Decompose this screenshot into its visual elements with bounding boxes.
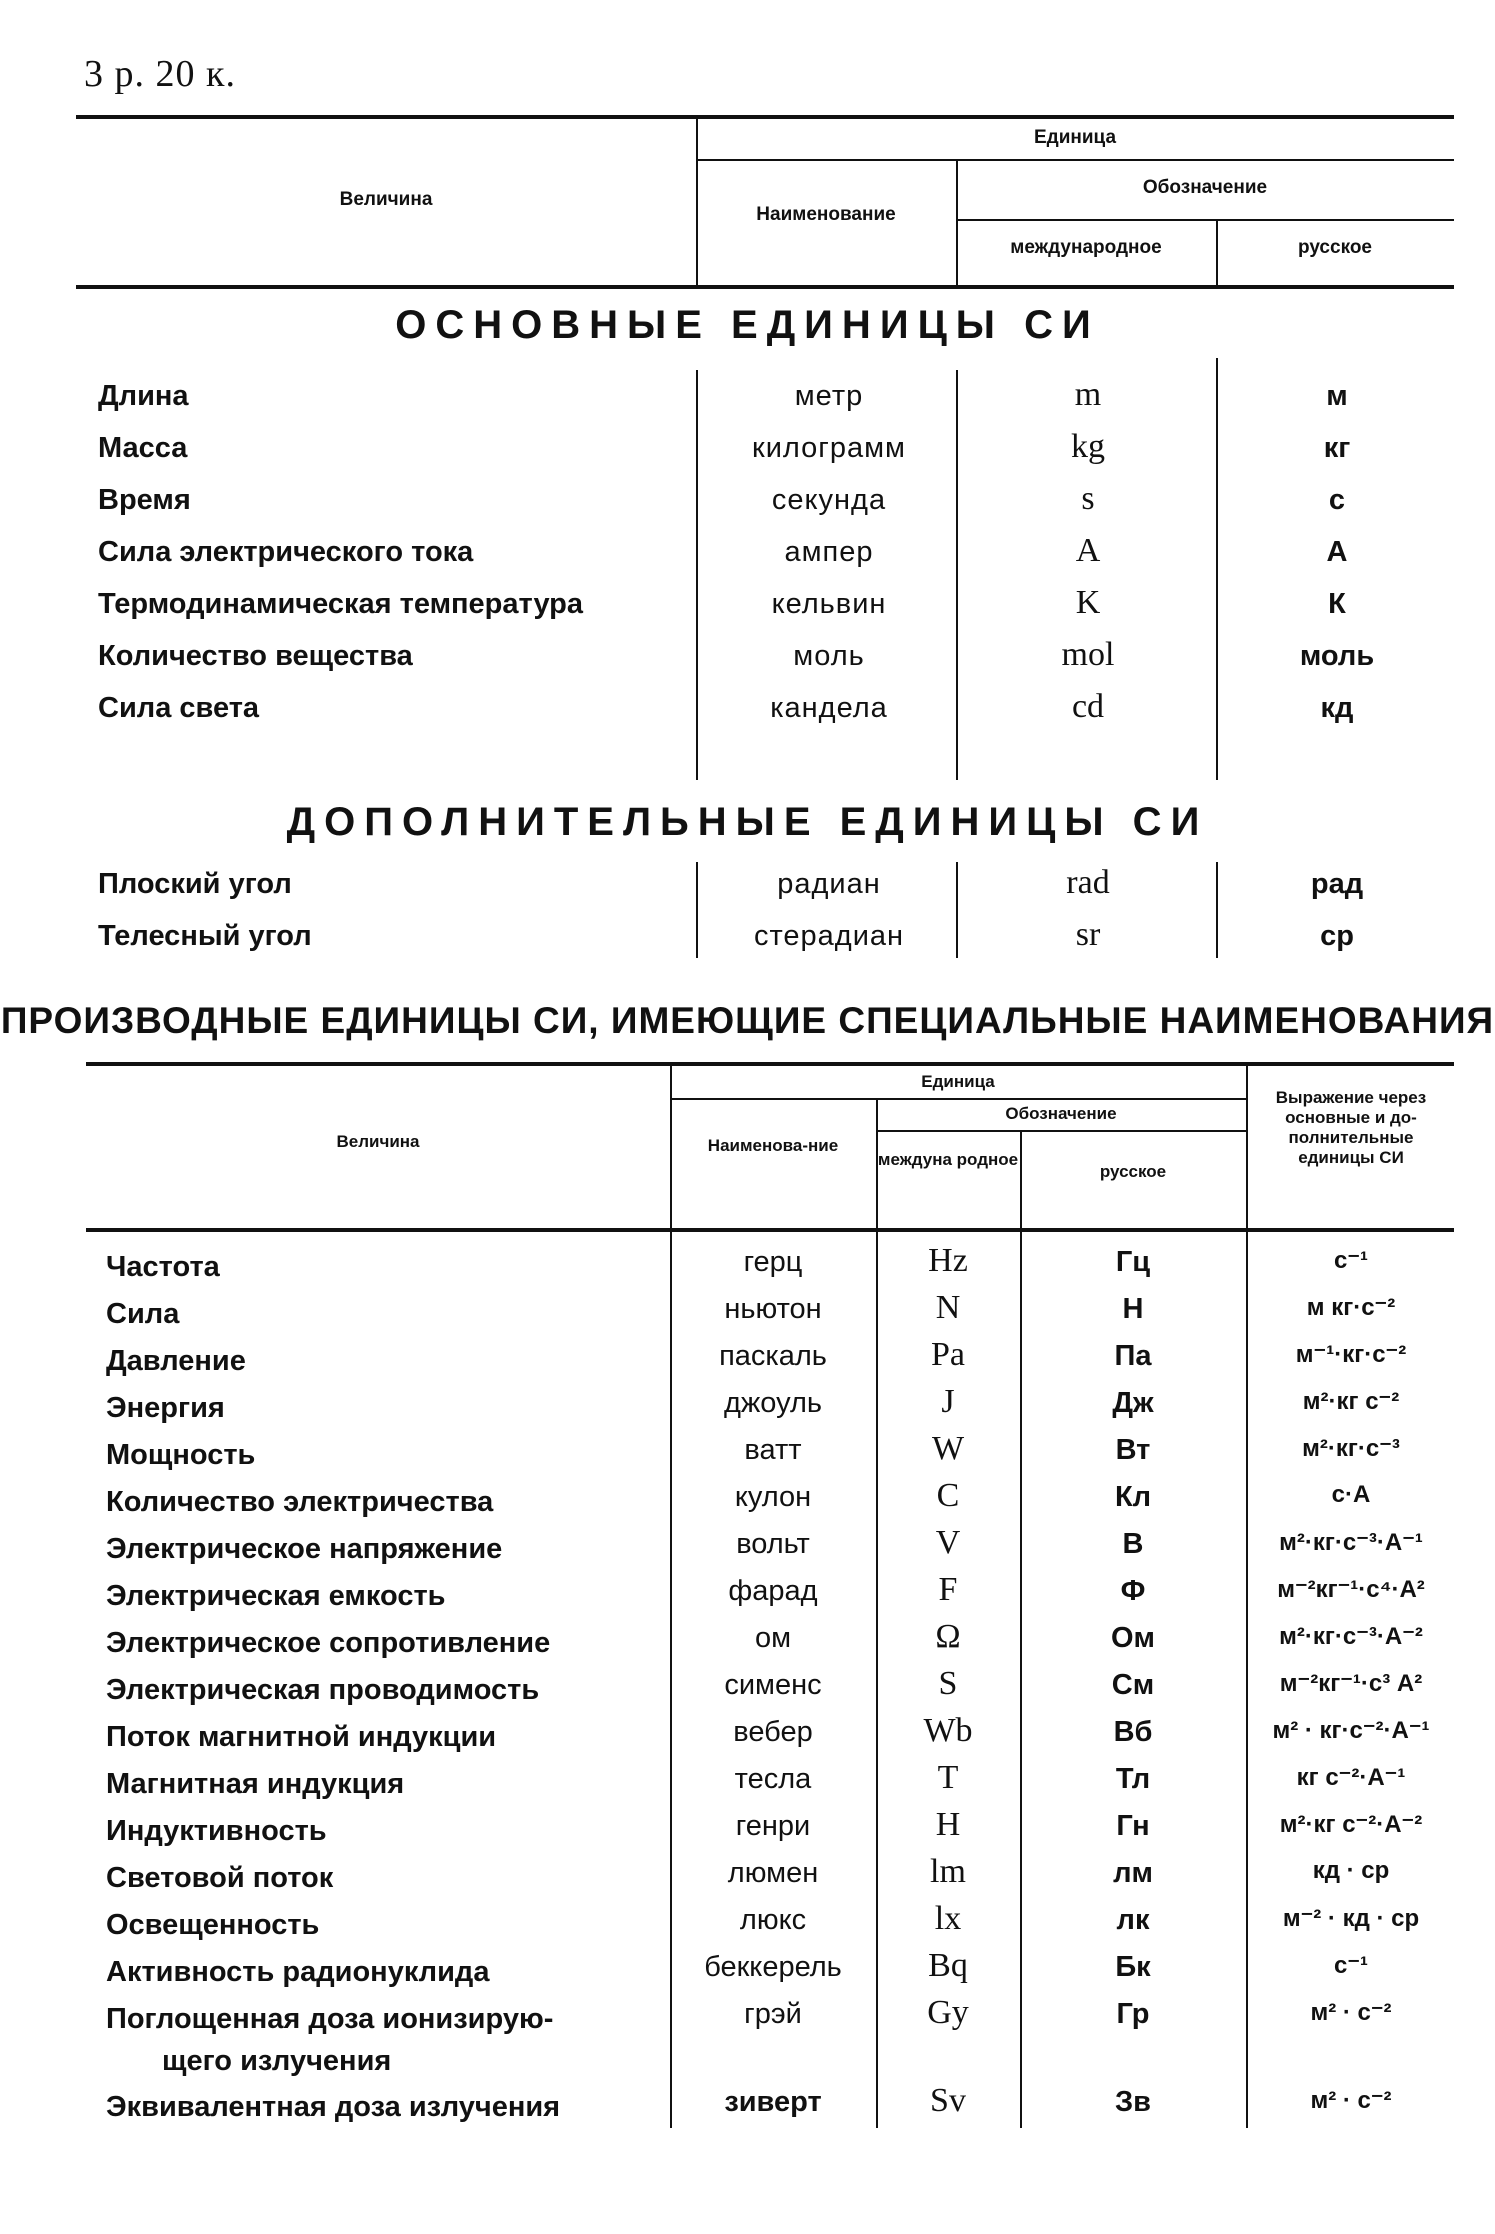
base-units-title: ОСНОВНЫЕ ЕДИНИЦЫ СИ xyxy=(395,303,1100,347)
quantity-cell: Световой поток xyxy=(106,1862,334,1894)
international-symbol-cell: kg xyxy=(1071,428,1105,465)
derived-units-header xyxy=(86,1062,1454,1232)
quantity-cell: Электрическая емкость xyxy=(106,1580,446,1612)
name-cell: джоуль xyxy=(723,1387,823,1419)
table-row xyxy=(86,1334,1454,1381)
international-symbol-cell: lm xyxy=(930,1853,966,1890)
units-header xyxy=(76,115,1454,289)
name-cell: грэй xyxy=(744,1998,802,2030)
international-symbol-cell: Sv xyxy=(930,2082,966,2119)
header-divider xyxy=(956,219,1454,221)
quantity-cell: Эквивалентная доза излучения xyxy=(106,2091,561,2123)
russian-symbol-cell: Вб xyxy=(1113,1716,1153,1748)
quantity-cell: Термодинамическая температура xyxy=(98,588,584,620)
name-cell: ом xyxy=(754,1622,792,1654)
derived-units-header-table xyxy=(86,1062,1454,1232)
name-cell: стерадиан xyxy=(753,920,905,952)
international-symbol-cell: Ω xyxy=(935,1618,961,1655)
table-row xyxy=(76,370,1454,422)
russian-symbol-cell: м xyxy=(1326,380,1348,412)
table-row xyxy=(76,422,1454,474)
russian-symbol-cell: Гр xyxy=(1116,1998,1150,2030)
supplementary-units-title: ДОПОЛНИТЕЛЬНЫЕ ЕДИНИЦЫ СИ xyxy=(286,800,1209,844)
quantity-line-2: щего излучения xyxy=(162,2045,392,2077)
quantity-cell: Индуктивность xyxy=(106,1815,327,1847)
name-cell: генри xyxy=(735,1810,811,1842)
expression-cell: м²·кг с⁻² xyxy=(1302,1388,1400,1415)
table-row xyxy=(86,1475,1454,1522)
name-cell: герц xyxy=(743,1246,803,1278)
international-symbol-cell: N xyxy=(935,1289,961,1326)
header-russian: русское xyxy=(1099,1162,1167,1181)
table-row xyxy=(86,1616,1454,1663)
name-cell: радиан xyxy=(777,868,881,900)
expression-cell: м⁻² · кд · ср xyxy=(1282,1905,1420,1932)
expression-cell: м⁻²кг⁻¹·с⁴·А² xyxy=(1277,1576,1425,1603)
name-cell: паскаль xyxy=(719,1340,827,1372)
russian-symbol-cell: Дж xyxy=(1112,1387,1154,1419)
international-symbol-cell: lx xyxy=(934,1900,962,1937)
expression-cell: м² · с⁻² xyxy=(1310,1999,1392,2026)
russian-symbol-cell: См xyxy=(1111,1669,1155,1701)
table-row xyxy=(86,1240,1454,1287)
international-symbol-cell: S xyxy=(938,1665,958,1702)
name-cell: фарад xyxy=(728,1575,818,1607)
table-row xyxy=(86,1287,1454,1334)
quantity-cell: Сила электрического тока xyxy=(98,536,474,568)
table-row xyxy=(86,1851,1454,1898)
international-symbol-cell: Hz xyxy=(928,1242,968,1279)
expression-cell: м²·кг·с⁻³·А⁻¹ xyxy=(1279,1529,1423,1556)
name-cell: кулон xyxy=(734,1481,812,1513)
expression-cell: м²·кг с⁻²·А⁻² xyxy=(1279,1811,1423,1838)
russian-symbol-cell: рад xyxy=(1310,868,1364,900)
header-expression: Выражение через основные и до-полнительные единицы СИ xyxy=(1275,1088,1427,1167)
name-cell: ватт xyxy=(744,1434,802,1466)
international-symbol-cell: K xyxy=(1075,584,1101,621)
table-row xyxy=(76,630,1454,682)
russian-symbol-cell: Ф xyxy=(1120,1575,1146,1607)
international-symbol-cell: sr xyxy=(1075,916,1101,953)
name-cell: зиверт xyxy=(724,2086,822,2118)
expression-cell: м²·кг·с⁻³ xyxy=(1302,1435,1400,1462)
header-divider xyxy=(696,159,1454,161)
russian-symbol-cell: Вт xyxy=(1115,1434,1151,1466)
header-quantity: Величина xyxy=(339,189,433,210)
table-row xyxy=(86,1898,1454,1945)
table-row xyxy=(76,910,1454,962)
quantity-cell: Плоский угол xyxy=(98,868,292,900)
international-symbol-cell: m xyxy=(1074,376,1102,413)
russian-symbol-cell: Гн xyxy=(1116,1810,1150,1842)
table-row xyxy=(86,1522,1454,1569)
russian-symbol-cell: Зв xyxy=(1115,2086,1151,2118)
name-cell: тесла xyxy=(734,1763,812,1795)
expression-cell: с⁻¹ xyxy=(1333,1952,1368,1979)
expression-cell: кд · ср xyxy=(1312,1857,1390,1884)
name-cell: ньютон xyxy=(724,1293,822,1325)
expression-cell: м² · с⁻² xyxy=(1310,2087,1392,2114)
table-row xyxy=(76,858,1454,910)
header-unit: Единица xyxy=(1033,127,1117,148)
table-row xyxy=(86,1663,1454,1710)
expression-cell: м⁻¹·кг·с⁻² xyxy=(1295,1341,1407,1368)
international-symbol-cell: V xyxy=(935,1524,961,1561)
quantity-cell: Количество электричества xyxy=(106,1486,494,1518)
name-cell: кандела xyxy=(770,692,888,724)
international-symbol-cell: Pa xyxy=(931,1336,965,1373)
supplementary-units-table xyxy=(76,858,1454,962)
international-symbol-cell: A xyxy=(1075,532,1101,569)
international-symbol-cell: mol xyxy=(1061,636,1115,673)
international-symbol-cell: Wb xyxy=(923,1712,973,1749)
quantity-cell: Телесный угол xyxy=(98,920,312,952)
expression-cell: м кг·с⁻² xyxy=(1306,1294,1396,1321)
quantity-cell: Энергия xyxy=(106,1392,225,1424)
expression-cell: м²·кг·с⁻³·А⁻² xyxy=(1279,1623,1423,1650)
name-cell: вольт xyxy=(736,1528,810,1560)
international-symbol-cell: T xyxy=(937,1759,959,1796)
header-symbol: Обозначение xyxy=(1142,177,1268,198)
russian-symbol-cell: Н xyxy=(1122,1293,1144,1325)
header-name: Наименование xyxy=(756,204,896,225)
header-russian: русское xyxy=(1297,237,1372,258)
table-row xyxy=(86,1428,1454,1475)
table-row xyxy=(86,1381,1454,1428)
quantity-cell: Электрическое напряжение xyxy=(106,1533,503,1565)
header-international: международное xyxy=(1010,237,1162,258)
quantity-cell: Освещенность xyxy=(106,1909,320,1941)
quantity-cell: Мощность xyxy=(106,1439,256,1471)
table-row xyxy=(86,1710,1454,1757)
table-row xyxy=(76,526,1454,578)
name-cell: кельвин xyxy=(771,588,887,620)
international-symbol-cell: Bq xyxy=(928,1947,968,1984)
name-cell: беккерель xyxy=(704,1951,842,1983)
international-symbol-cell: F xyxy=(938,1571,958,1608)
name-cell: ампер xyxy=(784,536,874,568)
russian-symbol-cell: К xyxy=(1328,588,1346,620)
name-cell: вебер xyxy=(733,1716,813,1748)
header-name: Наименова-ние xyxy=(707,1136,839,1155)
international-symbol-cell: H xyxy=(935,1806,961,1843)
international-symbol-cell: cd xyxy=(1071,688,1105,725)
international-symbol-cell: rad xyxy=(1066,864,1110,901)
quantity-cell: Время xyxy=(98,484,191,516)
name-cell: килограмм xyxy=(752,432,906,464)
name-cell: секунда xyxy=(771,484,887,516)
quantity-cell: Давление xyxy=(106,1345,246,1377)
name-cell: люкс xyxy=(739,1904,807,1936)
russian-symbol-cell: А xyxy=(1326,536,1348,568)
table-row xyxy=(76,474,1454,526)
table-row xyxy=(86,1992,1454,2080)
expression-cell: кг с⁻²·А⁻¹ xyxy=(1296,1764,1406,1791)
table-row xyxy=(86,1569,1454,1616)
russian-symbol-cell: ср xyxy=(1320,920,1354,952)
russian-symbol-cell: В xyxy=(1122,1528,1144,1560)
table-row xyxy=(86,1804,1454,1851)
expression-cell: м⁻²кг⁻¹·с³ А² xyxy=(1279,1670,1423,1697)
name-cell: метр xyxy=(794,380,864,412)
quantity-cell: Электрическое сопротивление xyxy=(106,1627,551,1659)
name-cell: сименс xyxy=(724,1669,822,1701)
name-cell: моль xyxy=(793,640,865,672)
quantity-cell: Магнитная индукция xyxy=(106,1768,405,1800)
quantity-cell: Сила xyxy=(106,1298,180,1330)
quantity-cell: Масса xyxy=(98,432,188,464)
expression-cell: с⁻¹ xyxy=(1333,1247,1368,1274)
international-symbol-cell: s xyxy=(1081,480,1095,517)
price-label: 3 р. 20 к. xyxy=(84,53,236,95)
expression-cell: м² · кг·с⁻²·А⁻¹ xyxy=(1272,1717,1430,1744)
russian-symbol-cell: Кл xyxy=(1114,1481,1152,1513)
russian-symbol-cell: Па xyxy=(1114,1340,1152,1372)
header-quantity: Величина xyxy=(336,1132,420,1151)
russian-symbol-cell: Бк xyxy=(1115,1951,1151,1983)
russian-symbol-cell: лм xyxy=(1113,1857,1153,1889)
quantity-cell: Активность радионуклида xyxy=(106,1956,490,1988)
units-header-table xyxy=(76,115,1454,289)
russian-symbol-cell: с xyxy=(1328,484,1346,516)
table-row xyxy=(76,682,1454,734)
derived-units-table xyxy=(86,1240,1454,2127)
russian-symbol-cell: Тл xyxy=(1115,1763,1151,1795)
quantity-cell: Частота xyxy=(106,1251,220,1283)
russian-symbol-cell: моль xyxy=(1299,640,1375,672)
international-symbol-cell: W xyxy=(931,1430,965,1467)
russian-symbol-cell: Ом xyxy=(1110,1622,1155,1654)
russian-symbol-cell: Гц xyxy=(1115,1246,1151,1278)
russian-symbol-cell: кг xyxy=(1323,432,1351,464)
header-divider xyxy=(670,1098,1246,1100)
header-symbol: Обозначение xyxy=(1005,1104,1117,1123)
header-unit: Единица xyxy=(921,1072,995,1091)
header-divider xyxy=(876,1130,1246,1132)
russian-symbol-cell: лк xyxy=(1116,1904,1150,1936)
table-row xyxy=(86,1945,1454,1992)
header-international: междуна родное xyxy=(877,1150,1019,1169)
table-row xyxy=(86,2080,1454,2127)
russian-symbol-cell: кд xyxy=(1320,692,1354,724)
quantity-cell: Количество вещества xyxy=(98,640,413,672)
quantity-cell xyxy=(106,1998,553,2082)
table-row xyxy=(86,1757,1454,1804)
table-row xyxy=(76,578,1454,630)
quantity-line-1: Поглощенная доза ионизирую- xyxy=(106,2003,554,2035)
quantity-cell: Сила света xyxy=(98,692,260,724)
international-symbol-cell: C xyxy=(936,1477,960,1514)
quantity-cell: Электрическая проводимость xyxy=(106,1674,540,1706)
quantity-cell: Длина xyxy=(98,380,189,412)
quantity-cell: Поток магнитной индукции xyxy=(106,1721,497,1753)
expression-cell: с·А xyxy=(1331,1481,1371,1508)
derived-units-title: ПРОИЗВОДНЫЕ ЕДИНИЦЫ СИ, ИМЕЮЩИЕ СПЕЦИАЛЬНЫЕ НАИМЕНОВАНИЯ xyxy=(0,1000,1495,1041)
international-symbol-cell: Gy xyxy=(927,1994,969,2031)
name-cell: люмен xyxy=(727,1857,819,1889)
base-units-table xyxy=(76,370,1454,734)
international-symbol-cell: J xyxy=(941,1383,955,1420)
